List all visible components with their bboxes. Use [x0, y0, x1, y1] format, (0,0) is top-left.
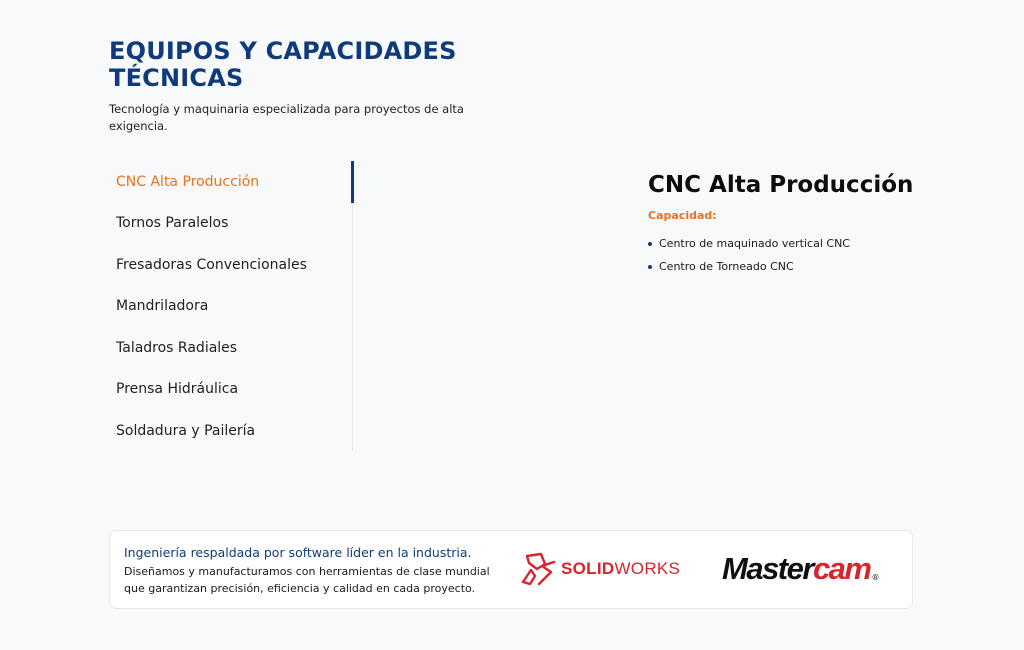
detail-title: CNC Alta Producción [648, 172, 914, 198]
tab-soldadura-paileria[interactable] [110, 410, 352, 452]
bullet-icon [648, 242, 652, 246]
page-title: EQUIPOS Y CAPACIDADES TÉCNICAS [109, 37, 457, 92]
solidworks-wordmark: SOLIDWORKS [561, 559, 681, 578]
capacity-item [648, 255, 928, 278]
tab-label: CNC Alta Producción [116, 173, 260, 190]
equipment-tabs [110, 161, 353, 451]
tab-label: Prensa Hidráulica [116, 381, 239, 398]
page-subtitle: Tecnología y maquinaria especializada para proyectos de alta exigencia. [109, 102, 464, 133]
mastercam-wordmark: Mastercam [722, 551, 871, 586]
mastercam-logo [722, 553, 879, 584]
software-card-description: Diseñamos y manufacturamos con herramientas de clase mundial que garantizan precisión, eficiencia y calidad en cada proyecto. [124, 565, 490, 595]
bullet-icon [648, 265, 652, 269]
capacity-item [648, 232, 928, 255]
software-card-title: Ingeniería respaldada por software líder en la industria. [124, 545, 472, 560]
ds-logo-icon [521, 552, 557, 586]
tab-taladros-radiales[interactable] [110, 327, 352, 369]
tab-cnc-alta-produccion[interactable] [110, 161, 352, 203]
solidworks-logo [521, 552, 680, 586]
tab-fresadoras-convencionales[interactable] [110, 244, 352, 286]
registered-mark: ® [871, 573, 880, 582]
tab-prensa-hidraulica[interactable] [110, 369, 352, 411]
capacity-list [648, 232, 928, 278]
tab-label: Mandriladora [116, 298, 209, 315]
tab-label: Fresadoras Convencionales [116, 256, 307, 273]
software-card-text [124, 545, 504, 597]
tab-label: Tornos Paralelos [116, 215, 229, 232]
tab-mandriladora[interactable] [110, 286, 352, 328]
tab-label: Soldadura y Pailería [116, 422, 256, 439]
capacity-item-text: Centro de maquinado vertical CNC [659, 237, 850, 250]
software-card [109, 530, 913, 609]
tab-tornos-paralelos[interactable] [110, 203, 352, 245]
equipment-detail [648, 171, 928, 278]
tab-label: Taladros Radiales [116, 339, 238, 356]
section-header [109, 38, 479, 135]
capacity-item-text: Centro de Torneado CNC [659, 260, 794, 273]
capacity-label: Capacidad: [648, 209, 717, 222]
